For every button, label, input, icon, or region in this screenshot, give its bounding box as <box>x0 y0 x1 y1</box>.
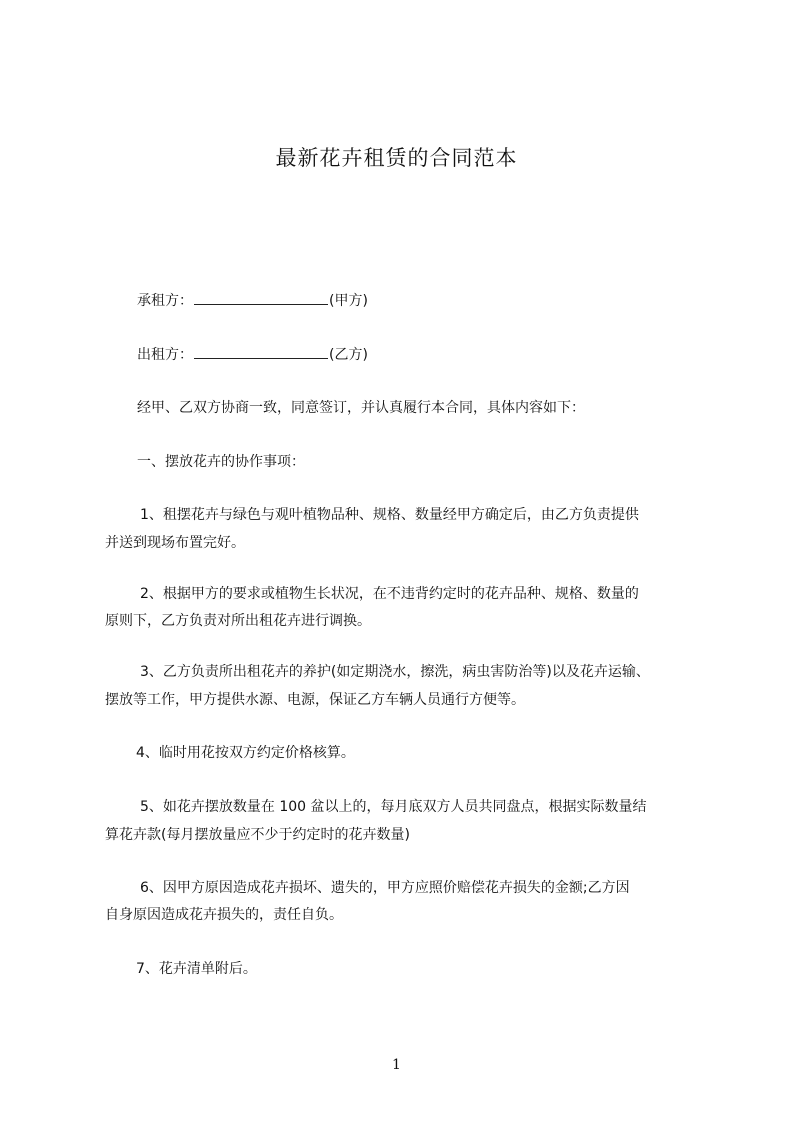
clause-2-line-1: 2、根据甲方的要求或植物生长状况，在不违背约定时的花卉品种、规格、数量的 <box>140 586 639 602</box>
lessee-blank[interactable] <box>194 292 328 305</box>
lessee-label: 承租方： <box>137 293 193 309</box>
clause-1-line-1: 1、租摆花卉与绿色与观叶植物品种、规格、数量经甲方确定后，由乙方负责提供 <box>140 507 639 523</box>
lessor-line <box>137 346 368 363</box>
intro-paragraph: 经甲、乙双方协商一致，同意签订，并认真履行本合同，具体内容如下： <box>137 400 585 416</box>
clause-3-line-1: 3、乙方负责所出租花卉的养护(如定期浇水，擦洗，病虫害防治等)以及花卉运输、 <box>140 664 650 680</box>
lessor-blank[interactable] <box>194 346 328 359</box>
clause-7: 7、花卉清单附后。 <box>136 961 257 977</box>
lessor-label: 出租方： <box>137 347 193 363</box>
lessee-suffix: (甲方) <box>329 293 368 309</box>
clause-3-line-2: 摆放等工作，甲方提供水源、电源，保证乙方车辆人员通行方便等。 <box>105 692 525 708</box>
clause-4: 4、临时用花按双方约定价格核算。 <box>136 745 355 761</box>
lessor-suffix: (乙方) <box>329 347 368 363</box>
section-heading: 一、摆放花卉的协作事项： <box>137 454 305 470</box>
document-title: 最新花卉租赁的合同范本 <box>275 146 518 170</box>
clause-1-line-2: 并送到现场布置完好。 <box>105 535 245 551</box>
clause-5-line-1: 5、如花卉摆放数量在 100 盆以上的，每月底双方人员共同盘点，根据实际数量结 <box>140 799 647 815</box>
clause-2-line-2: 原则下，乙方负责对所出租花卉进行调换。 <box>105 613 371 629</box>
lessee-line <box>137 292 368 309</box>
clause-5-line-2: 算花卉款(每月摆放量应不少于约定时的花卉数量) <box>105 827 410 843</box>
page-number: 1 <box>392 1057 401 1073</box>
clause-6-line-1: 6、因甲方原因造成花卉损坏、遗失的，甲方应照价赔偿花卉损失的金额;乙方因 <box>140 880 630 896</box>
clause-6-line-2: 自身原因造成花卉损失的，责任自负。 <box>105 907 343 923</box>
